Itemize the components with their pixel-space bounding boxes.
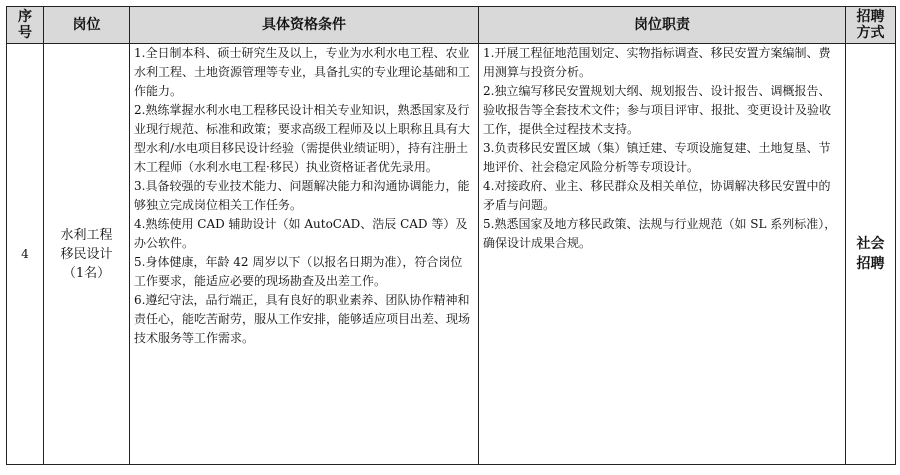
requirement-item: 4.熟练使用 CAD 辅助设计（如 AutoCAD、浩辰 CAD 等）及办公软件。 [134,217,468,250]
duty-item: 4.对接政府、业主、移民群众及相关单位，协调解决移民安置中的矛盾与问题。 [483,179,831,212]
recruitment-table [6,6,896,465]
cell-requirements [130,44,479,465]
header-row [7,7,896,44]
requirement-item: 5.身体健康，年龄 42 周岁以下（以报名日期为准），符合岗位工作要求，能适应必要的现场勘查及出差工作。 [134,255,463,288]
header-duties: 岗位职责 [479,7,846,44]
duty-item: 1.开展工程征地范围划定、实物指标调查、移民安置方案编制、费用测算与投资分析。 [483,46,831,79]
header-post: 岗位 [44,7,130,44]
table-row [7,44,896,465]
header-no: 序号 [7,7,44,44]
header-requirements: 具体资格条件 [130,7,479,44]
requirement-item: 2.熟练掌握水利水电工程移民设计相关专业知识，熟悉国家及行业现行规范、标准和政策；要求高级工程师及以上职称且具有大型水利/水电项目移民设计经验（需提供业绩证明），持有注册土木工程师（水利水电工程·移民）执业资格证者优先录用。 [134,103,471,174]
cell-no: 4 [7,44,44,465]
duty-item: 2.独立编写移民安置规划大纲、规划报告、设计报告、调概报告、验收报告等全套技术文件；参与项目评审、报批、变更设计及验收工作，提供全过程技术支持。 [483,84,832,136]
cell-duties [479,44,846,465]
header-method: 招聘方式 [846,7,896,44]
duty-item: 3.负责移民安置区域（集）镇迁建、专项设施复建、土地复垦、节地评价、社会稳定风险分析等专项设计。 [483,141,831,174]
requirement-item: 1.全日制本科、硕士研究生及以上，专业为水利水电工程、农业水利工程、土地资源管理等专业，具备扎实的专业理论基础和工作能力。 [134,46,471,98]
duty-item: 5.熟悉国家及地方移民政策、法规与行业规范（如 SL 系列标准），确保设计成果合规。 [483,217,837,250]
requirement-item: 6.遵纪守法，品行端正，具有良好的职业素养、团队协作精神和责任心，能吃苦耐劳，服从工作安排，能够适应项目出差、现场技术服务等工作需求。 [134,293,471,345]
requirement-item: 3.具备较强的专业技术能力、问题解决能力和沟通协调能力，能够独立完成岗位相关工作任务。 [134,179,470,212]
cell-post: 水利工程移民设计（1名） [44,44,130,465]
cell-method: 社会招聘 [846,44,896,465]
